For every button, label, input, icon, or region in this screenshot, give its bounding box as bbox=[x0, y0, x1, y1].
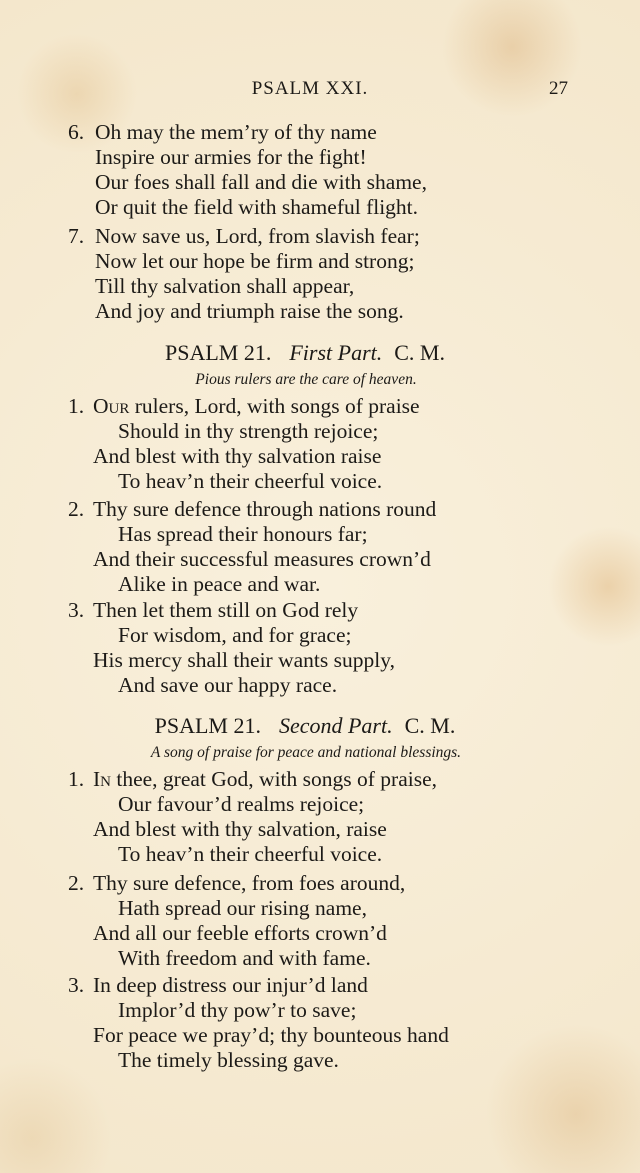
verse-line: For peace we pray’d; thy bounteous hand bbox=[93, 1023, 449, 1047]
verse-line: And save our happy race. bbox=[118, 673, 338, 697]
running-head: PSALM XXI. bbox=[251, 78, 369, 99]
stanza-number: 2. bbox=[68, 871, 85, 895]
verse-line-rest: thee, great God, with songs of praise, bbox=[111, 767, 438, 791]
verse-line: Thy sure defence, from foes around, bbox=[93, 871, 406, 895]
verse-line: With freedom and with fame. bbox=[118, 946, 371, 970]
verse-line: Inspire our armies for the fight! bbox=[95, 145, 367, 169]
verse-line: Alike in peace and war. bbox=[118, 572, 321, 596]
psalm-label: PSALM 21. bbox=[164, 340, 272, 365]
stanza-number: 1. bbox=[68, 767, 85, 791]
verse-line bbox=[93, 394, 420, 418]
verse-line: Thy sure defence through nations round bbox=[93, 497, 437, 521]
page-number: 27 bbox=[549, 78, 568, 99]
meter-label: C. M. bbox=[404, 713, 456, 738]
verse-line: In deep distress our injur’d land bbox=[93, 973, 368, 997]
verse-line: Should in thy strength rejoice; bbox=[118, 419, 379, 443]
psalm-label: PSALM 21. bbox=[154, 713, 261, 738]
verse-line: For wisdom, and for grace; bbox=[118, 623, 352, 647]
verse-line: Till thy salvation shall appear, bbox=[95, 274, 355, 298]
verse-line: The timely blessing gave. bbox=[118, 1048, 339, 1072]
stanza-number: 1. bbox=[68, 394, 85, 418]
verse-line: And joy and triumph raise the song. bbox=[95, 299, 404, 323]
verse-line: His mercy shall their wants supply, bbox=[93, 648, 395, 672]
verse-line: And their successful measures crown’d bbox=[93, 547, 431, 571]
verse-line: To heav’n their cheerful voice. bbox=[118, 469, 383, 493]
part-label: First Part. bbox=[289, 340, 383, 365]
verse-line bbox=[93, 767, 437, 791]
verse-line: Implor’d thy pow’r to save; bbox=[118, 998, 357, 1022]
section-subtitle: Pious rulers are the care of heaven. bbox=[195, 371, 417, 388]
verse-line: Now let our hope be firm and strong; bbox=[95, 249, 415, 273]
verse-line: To heav’n their cheerful voice. bbox=[118, 842, 383, 866]
page-header bbox=[0, 78, 640, 104]
verse-line: And all our feeble efforts crown’d bbox=[93, 921, 387, 945]
verse-line: Our favour’d realms rejoice; bbox=[118, 792, 365, 816]
stanza-number: 3. bbox=[68, 598, 85, 622]
verse-line: And blest with thy salvation, raise bbox=[93, 817, 387, 841]
verse-line: And blest with thy salvation raise bbox=[93, 444, 382, 468]
verse-line: Or quit the field with shameful flight. bbox=[95, 195, 419, 219]
verse-line: Oh may the mem’ry of thy name bbox=[95, 120, 377, 144]
meter-label: C. M. bbox=[394, 340, 445, 365]
stanza-number: 6. bbox=[68, 120, 85, 144]
section-subtitle: A song of praise for peace and national blessings. bbox=[150, 744, 462, 761]
section-title-second-part bbox=[0, 713, 610, 739]
verse-line-rest: rulers, Lord, with songs of praise bbox=[129, 394, 420, 418]
verse-line: Hath spread our rising name, bbox=[118, 896, 367, 920]
verse-line: Then let them still on God rely bbox=[93, 598, 359, 622]
initial-word: Our bbox=[93, 394, 130, 418]
section-title-first-part bbox=[0, 340, 610, 366]
stanza-number: 7. bbox=[68, 224, 85, 248]
part-label: Second Part. bbox=[278, 713, 393, 738]
stanza-number: 2. bbox=[68, 497, 85, 521]
initial-word: In bbox=[93, 767, 111, 791]
verse-line: Has spread their honours far; bbox=[118, 522, 368, 546]
stanza-number: 3. bbox=[68, 973, 85, 997]
verse-line: Our foes shall fall and die with shame, bbox=[95, 170, 427, 194]
verse-line: Now save us, Lord, from slavish fear; bbox=[95, 224, 420, 248]
